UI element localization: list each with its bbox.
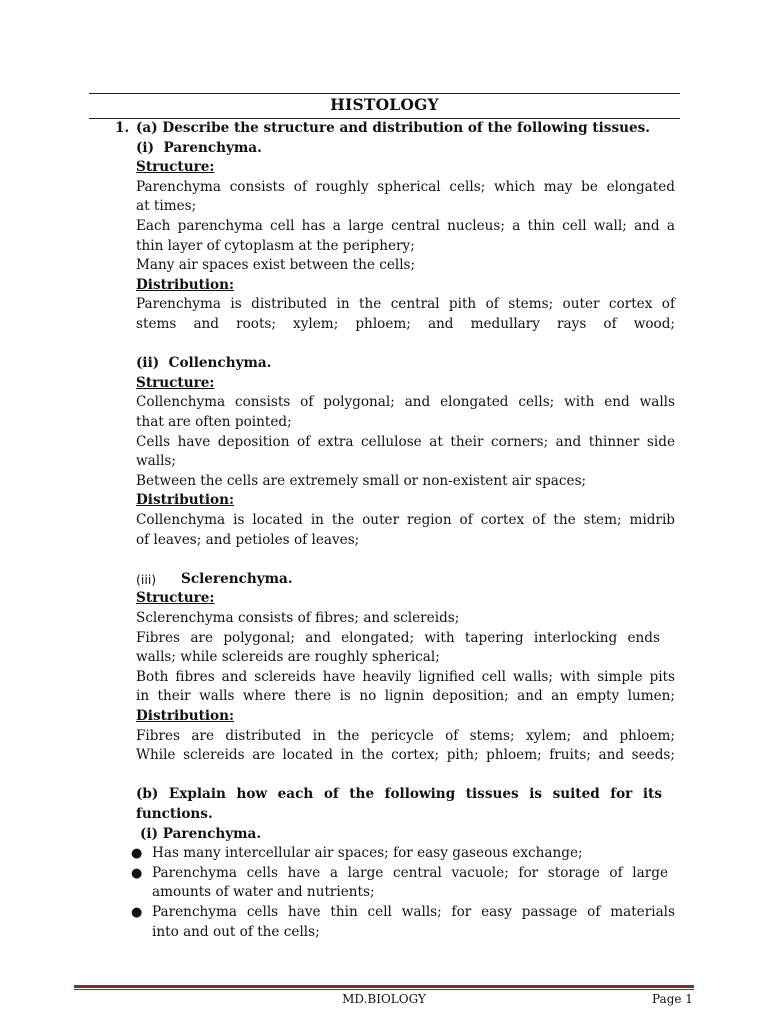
footer-label: MD.BIOLOGY xyxy=(342,992,426,1006)
structure-label: Structure: xyxy=(136,159,215,176)
text-line: walls; xyxy=(136,453,176,470)
text-line: Sclerenchyma consists of fibres; and sclereids; xyxy=(136,610,460,626)
distribution-label: Distribution: xyxy=(136,492,235,509)
text-line: of leaves; and petioles of leaves; xyxy=(136,531,360,548)
text-line: that are often pointed; xyxy=(136,414,292,430)
part-b-prompt-continued: functions. xyxy=(136,806,213,822)
bullet-icon: ● xyxy=(131,846,143,862)
section-iii-number: (iii) xyxy=(136,571,157,587)
text-line: stems and roots; xylem; phloem; and medullary rays of wood; xyxy=(136,316,675,332)
part-a-prompt: (a) Describe the structure and distribution of the following tissues. xyxy=(136,120,651,136)
distribution-label: Distribution: xyxy=(136,708,235,724)
section-i-heading: (i) Parenchyma. xyxy=(136,139,262,156)
page-title: HISTOLOGY xyxy=(330,95,439,114)
bullet-icon: ● xyxy=(131,905,143,920)
bullet-text: Has many intercellular air spaces; for easy gaseous exchange; xyxy=(152,845,583,862)
bullet-text: amounts of water and nutrients; xyxy=(152,884,375,901)
text-line: While sclereids are located in the cortex; pith; phloem; fruits; and seeds; xyxy=(136,747,675,764)
structure-label: Structure: xyxy=(136,374,215,391)
section-ii-heading: (ii) Collenchyma. xyxy=(136,355,272,372)
footer-rule-thin xyxy=(74,989,694,990)
text-line: in their walls where there is no lignin deposition; and an empty lumen; xyxy=(136,688,675,705)
part-b-prompt: (b) Explain how each of the following tissues is suited for its xyxy=(136,786,662,803)
text-line: Collenchyma is located in the outer region of cortex of the stem; midrib xyxy=(136,512,675,528)
distribution-label: Distribution: xyxy=(136,276,235,293)
section-iii-heading: Sclerenchyma. xyxy=(181,570,293,587)
structure-label: Structure: xyxy=(136,590,215,607)
bullet-text: Parenchyma cells have a large central vacuole; for storage of large xyxy=(152,864,668,881)
text-line: thin layer of cytoplasm at the periphery; xyxy=(136,237,415,254)
bullet-text: Parenchyma cells have thin cell walls; for easy passage of materials xyxy=(152,904,675,920)
text-line: Parenchyma is distributed in the central pith of stems; outer cortex of xyxy=(136,296,675,313)
text-line: Collenchyma consists of polygonal; and elongated cells; with end walls xyxy=(136,394,675,411)
text-line: Parenchyma consists of roughly spherical cells; which may be elongated xyxy=(136,178,675,195)
text-line: Fibres are distributed in the pericycle of stems; xylem; and phloem; xyxy=(136,727,675,744)
text-line: at times; xyxy=(136,198,197,215)
text-line: Many air spaces exist between the cells; xyxy=(136,257,416,274)
text-line: Each parenchyma cell has a large central nucleus; a thin cell wall; and a xyxy=(136,218,675,234)
footer-rule xyxy=(74,985,694,988)
bullet-icon: ● xyxy=(131,865,143,881)
text-line: Fibres are polygonal; and elongated; with tapering interlocking ends xyxy=(136,629,660,646)
text-line: Cells have deposition of extra cellulose at their corners; and thinner side xyxy=(136,433,675,450)
text-line: Between the cells are extremely small or non-existent air spaces; xyxy=(136,472,587,489)
part-b-subheading: (i) Parenchyma. xyxy=(140,825,262,842)
top-rule xyxy=(89,93,680,94)
text-line: Both fibres and sclereids have heavily lignified cell walls; with simple pits xyxy=(136,668,675,685)
page-number: Page 1 xyxy=(652,992,693,1006)
bullet-text: into and out of the cells; xyxy=(152,923,320,940)
text-line: walls; while sclereids are roughly spherical; xyxy=(136,649,440,666)
question-number: 1. xyxy=(115,120,130,136)
